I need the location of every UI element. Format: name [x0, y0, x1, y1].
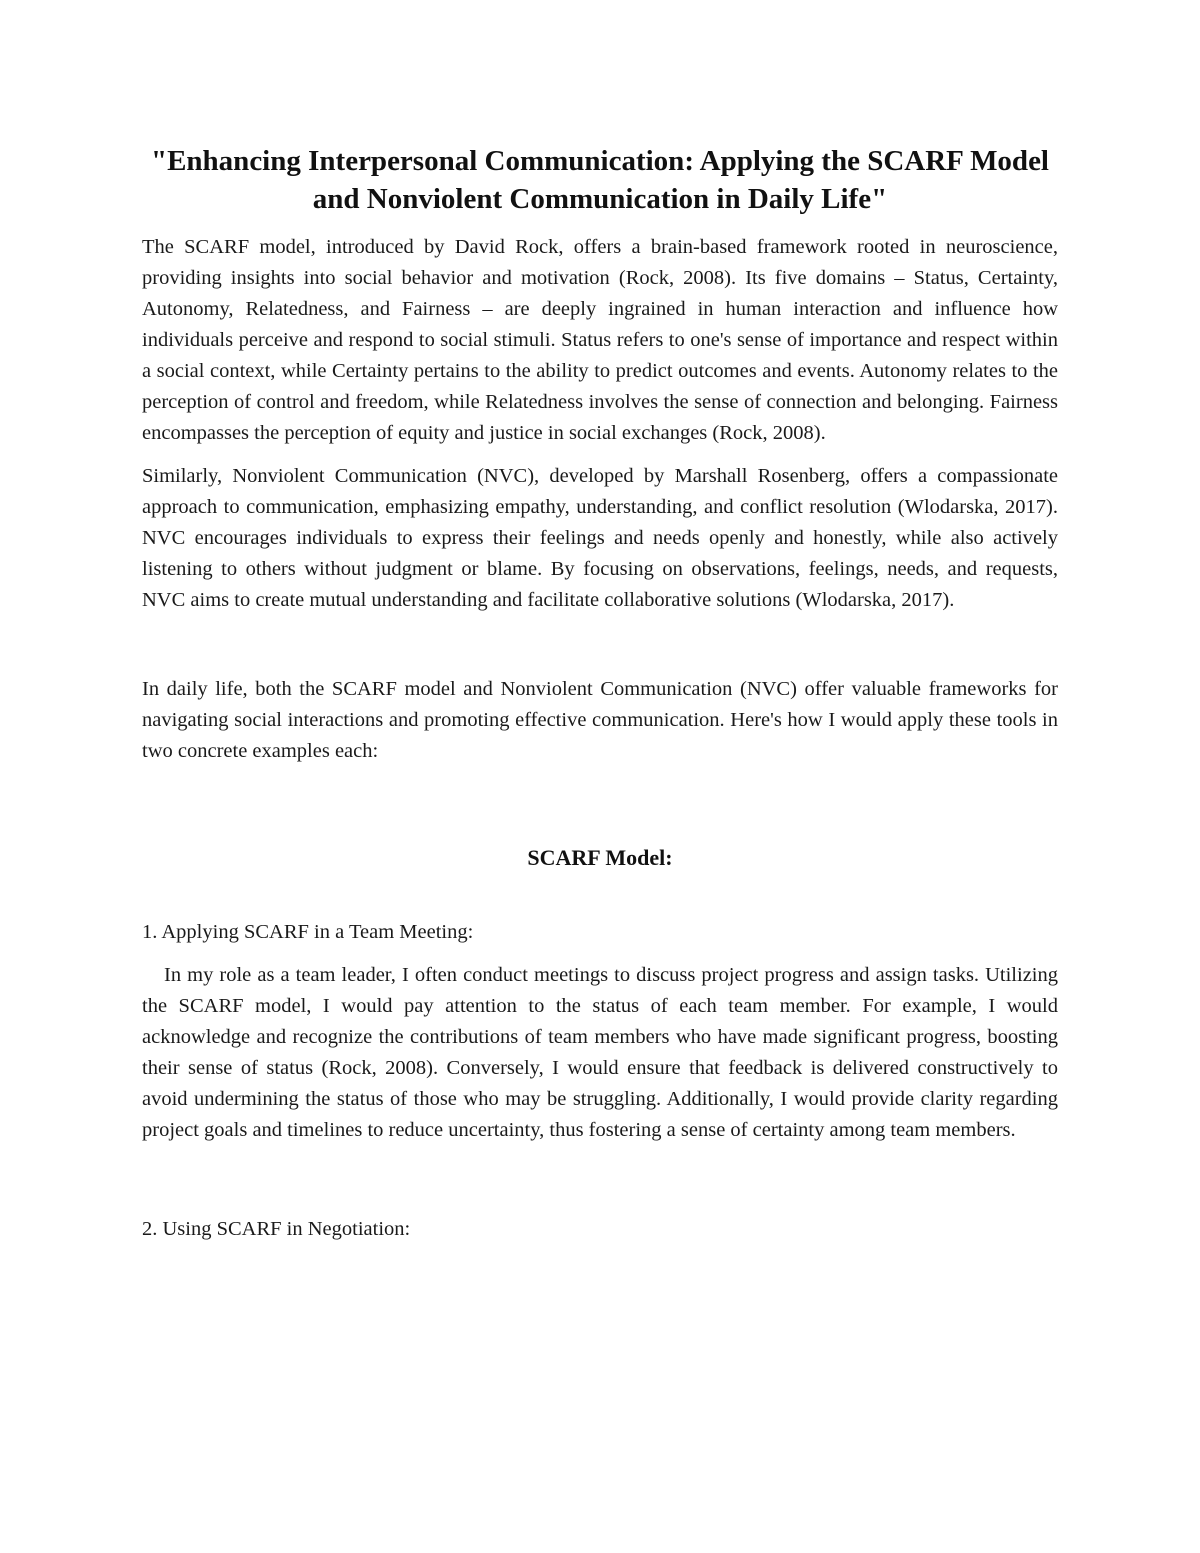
document-body — [142, 142, 1058, 1257]
blank-line — [142, 873, 1058, 917]
list-item-label-2: 2. Using SCARF in Negotiation: — [142, 1218, 411, 1240]
paragraph-nvc-intro: Similarly, Nonviolent Communication (NVC), developed by Marshall Rosenberg, offers a compassionate approach to communication, emphasizing empathy, understanding, and conflict resolution (Wlodarska, 2017). NVC encourages individuals to express their feelings and needs openly and honestly, while also actively listening to others without judgment or blame. By focusing on observations, feelings, needs, and requests, NVC aims to create mutual understanding and facilitate collaborative solutions (Wlodarska, 2017). — [142, 465, 1058, 611]
paragraph-scarf-intro: The SCARF model, introduced by David Rock, offers a brain-based framework rooted in neuroscience, providing insights into social behavior and motivation (Rock, 2008). Its five domains – Status, Certainty, Autonomy, Relatedness, and Fairness – are deeply ingrained in human interaction and influence how individuals perceive and respond to social stimuli. Status refers to one's sense of importance and respect within a social context, while Certainty pertains to the ability to predict outcomes and events. Autonomy relates to the perception of control and freedom, while Relatedness involves the sense of connection and belonging. Fairness encompasses the perception of equity and justice in social exchanges (Rock, 2008). — [142, 236, 1058, 444]
blank-line — [142, 628, 1058, 674]
list-item-label-1: 1. Applying SCARF in a Team Meeting: — [142, 921, 474, 943]
blank-line — [142, 779, 1058, 843]
paragraph-daily-life: In daily life, both the SCARF model and Nonviolent Communication (NVC) offer valuable frameworks for navigating social interactions and promoting effective communication. Here's how I would apply these tools in two concrete examples each: — [142, 678, 1058, 762]
section-heading-scarf: SCARF Model: — [527, 845, 673, 870]
blank-line — [142, 1158, 1058, 1214]
list-item-body-1: In my role as a team leader, I often conduct meetings to discuss project progress and assign tasks. Utilizing the SCARF model, I would pay attention to the status of each team member. For example, I would acknowledge and recognize the contributions of team members who have made significant progress, boosting their sense of status (Rock, 2008). Conversely, I would ensure that feedback is delivered constructively to avoid undermining the status of those who may be struggling. Additionally, I would provide clarity regarding project goals and timelines to reduce uncertainty, thus fostering a sense of certainty among team members. — [142, 964, 1058, 1141]
document-title: "Enhancing Interpersonal Communication: Applying the SCARF Model and Nonviolent Communication in Daily Life" — [150, 145, 1049, 215]
